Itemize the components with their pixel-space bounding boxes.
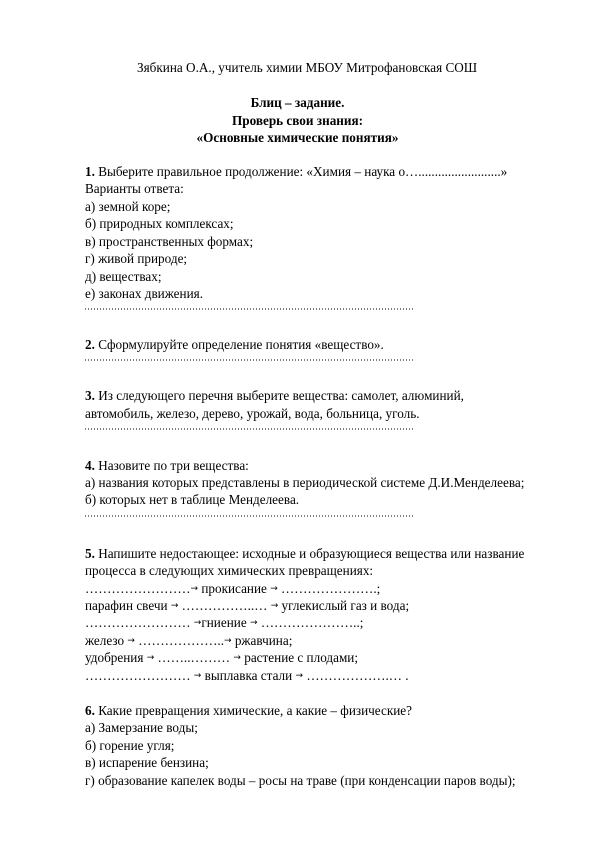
question-1-option-a: а) земной коре; [85,199,171,214]
answer-line-3[interactable] [0,422,595,436]
arrow-right-icon: → [223,636,232,646]
arrow-right-icon: → [295,671,304,681]
question-1-option-f: е) законах движения. [85,286,203,301]
transformation-row [85,632,292,651]
arrow-right-icon: → [250,618,258,628]
question-2 [85,336,384,354]
question-2-text: Сформулируйте определение понятия «вещество». [94,337,384,352]
question-1-option-d: г) живой природе; [85,251,188,266]
answer-line-1[interactable] [0,302,595,316]
row-start: железо [85,633,128,648]
title-line-2: Проверь свои знания: [231,113,364,128]
question-5-number: 5. [85,546,95,561]
row-process: ……………..… [178,598,271,613]
question-4-text: Назовите по три вещества: [94,458,249,473]
row-start: …………………… [85,581,191,596]
row-process: прокисание [198,581,271,596]
row-start: …………………… [85,668,194,683]
arrow-right-icon: → [233,653,241,663]
row-process: ……………….. [134,633,224,648]
question-6 [85,702,412,720]
row-end: растение с плодами; [240,650,359,665]
question-6-option-d: г) образование капелек воды – росы на траве (при конденсации паров воды); [85,773,516,788]
question-5 [85,545,524,563]
question-6-option-a: а) Замерзание воды; [85,720,198,735]
arrow-right-icon: → [170,601,179,611]
question-2-number: 2. [85,337,95,352]
transformation-row [85,614,363,633]
question-6-option-b: б) горение угля; [85,738,175,753]
transformation-row [85,667,409,686]
question-5-text-line-1: Напишите недостающее: исходные и образующиеся вещества или название [94,546,525,561]
question-6-number: 6. [85,703,95,718]
question-1-text: Выберите правильное продолжение: «Химия – наука о….........................» [94,164,508,179]
arrow-right-icon: → [270,601,279,611]
question-1-variants-label: Варианты ответа: [85,181,184,196]
question-1 [85,163,507,181]
question-6-option-c: в) испарение бензина; [85,755,209,770]
question-4-line-a: а) названия которых представлены в периодической системе Д.И.Менделеева; [85,475,525,490]
question-6-text: Какие превращения химические, а какие – физические? [94,703,412,718]
arrow-right-icon: → [146,653,155,663]
row-start: удобрения [85,650,147,665]
arrow-right-icon: → [193,671,202,681]
row-end: ржавчина; [231,633,293,648]
title-line-1: Блиц – задание. [250,95,345,110]
row-end: ………………….; [277,581,381,596]
transformation-row [85,580,380,599]
arrow-right-icon: → [193,618,202,628]
row-start: парафин свечи [85,598,171,613]
question-3-text-line-1: Из следующего перечня выберите вещества: самолет, алюминий, [94,388,464,403]
question-1-option-b: б) природных комплексах; [85,216,234,231]
question-1-option-c: в) пространственных формах; [85,234,254,249]
question-3-number: 3. [85,388,95,403]
question-5-text-line-2: процесса в следующих химических превращениях: [85,563,374,578]
answer-line-2[interactable] [0,353,595,367]
question-1-number: 1. [85,164,95,179]
arrow-right-icon: → [190,584,199,594]
row-end: …………………..; [257,615,364,630]
question-4 [85,457,249,475]
question-3-text-line-2: автомобиль, железо, дерево, урожай, вода, больница, уголь. [85,406,420,421]
author-line: Зябкина О.А., учитель химии МБОУ Митрофановская СОШ [137,60,478,75]
transformation-row [85,649,358,668]
row-end: ……………….… . [303,668,409,683]
row-process: гниение [201,615,250,630]
arrow-right-icon: → [127,636,135,646]
question-4-line-b: б) которых нет в таблице Менделеева. [85,492,300,507]
row-start: …………………… [85,615,194,630]
row-process: ……..……… [154,650,234,665]
question-3 [85,387,464,405]
arrow-right-icon: → [270,584,278,594]
answer-line-4[interactable] [0,509,595,523]
row-process: выплавка стали [201,668,296,683]
transformation-row [85,597,409,616]
question-1-option-e: д) веществах; [85,269,162,284]
title-line-3: «Основные химические понятия» [196,130,399,145]
row-end: углекислый газ и вода; [278,598,410,613]
question-4-number: 4. [85,458,95,473]
